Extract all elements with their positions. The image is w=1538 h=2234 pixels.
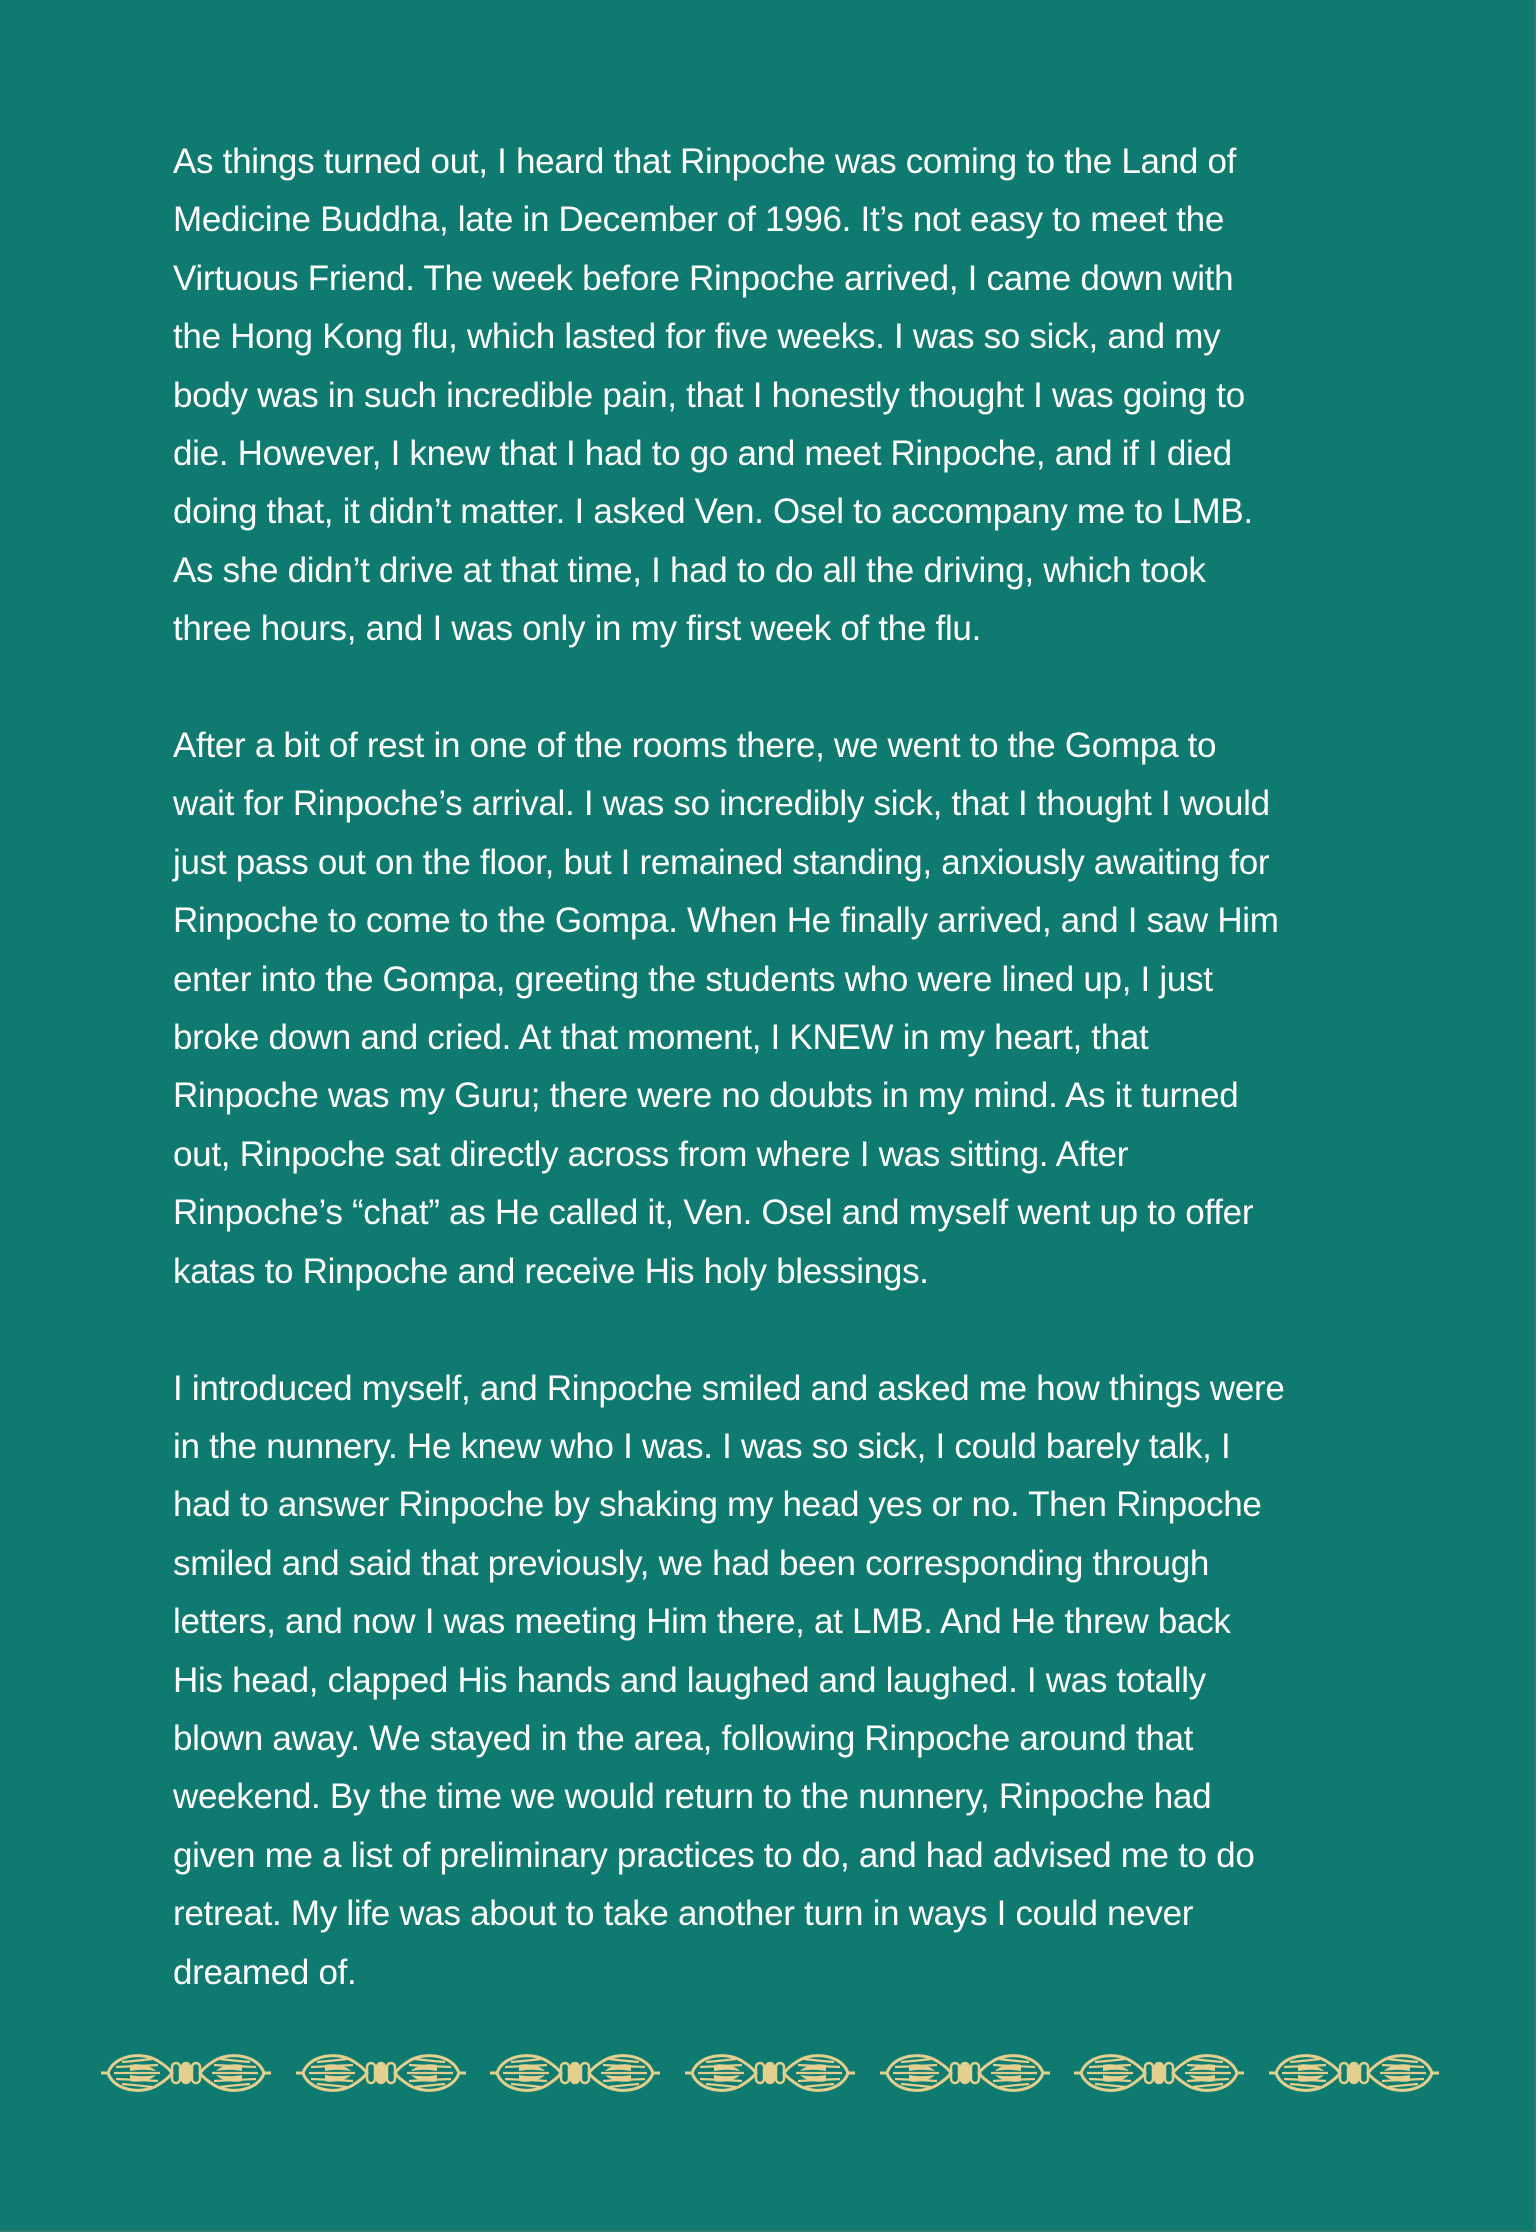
double-vajra-icon [684,2043,856,2103]
text-line: Virtuous Friend. The week before Rinpoche arrived, I came down with [173,258,1234,298]
text-line: just pass out on the floor, but I remained standing, anxiously awaiting for [173,842,1270,882]
text-line: Rinpoche’s “chat” as He called it, Ven. Osel and myself went up to offer [173,1193,1254,1233]
text-line: broke down and cried. At that moment, I KNEW in my heart, that [173,1018,1149,1058]
decorative-border [100,2038,1440,2108]
double-vajra-icon [1268,2043,1440,2103]
text-line: Rinpoche to come to the Gompa. When He finally arrived, and I saw Him [173,901,1279,941]
text-line: three hours, and I was only in my first week of the flu. [173,609,982,649]
text-line: in the nunnery. He knew who I was. I was so sick, I could barely talk, I [173,1426,1231,1466]
double-vajra-icon [879,2043,1051,2103]
text-line: His head, clapped His hands and laughed and laughed. I was totally [173,1660,1206,1700]
double-vajra-icon [1073,2043,1245,2103]
text-line: letters, and now I was meeting Him there, at LMB. And He threw back [173,1602,1231,1642]
text-line: weekend. By the time we would return to the nunnery, Rinpoche had [173,1777,1212,1817]
double-vajra-icon [295,2043,467,2103]
text-line: As she didn’t drive at that time, I had to do all the driving, which took [173,550,1206,590]
text-line: Rinpoche was my Guru; there were no doubts in my mind. As it turned [173,1076,1239,1116]
text-line: die. However, I knew that I had to go and meet Rinpoche, and if I died [173,434,1232,474]
text-line: As things turned out, I heard that Rinpoche was coming to the Land of [173,142,1237,181]
paragraph-2 [173,717,1373,1301]
text-line: the Hong Kong flu, which lasted for five weeks. I was so sick, and my [173,317,1221,357]
text-line: had to answer Rinpoche by shaking my head yes or no. Then Rinpoche [173,1485,1262,1525]
text-line: wait for Rinpoche’s arrival. I was so incredibly sick, that I thought I would [173,784,1270,824]
text-line: doing that, it didn’t matter. I asked Ven. Osel to accompany me to LMB. [173,492,1253,532]
paragraph-3 [173,1360,1373,2002]
double-vajra-icon [100,2043,272,2103]
text-line: After a bit of rest in one of the rooms there, we went to the Gompa to [173,726,1217,766]
text-line: katas to Rinpoche and receive His holy blessings. [173,1251,929,1291]
text-line: body was in such incredible pain, that I honestly thought I was going to [173,375,1245,415]
paragraph-1 [173,133,1373,659]
body-text [173,133,1373,2060]
text-line: smiled and said that previously, we had been corresponding through [173,1543,1210,1583]
text-line: out, Rinpoche sat directly across from where I was sitting. After [173,1134,1129,1174]
text-line: given me a list of preliminary practices to do, and had advised me to do [173,1835,1255,1875]
double-vajra-icon [489,2043,661,2103]
text-line: blown away. We stayed in the area, following Rinpoche around that [173,1718,1194,1758]
text-line: enter into the Gompa, greeting the students who were lined up, I just [173,959,1213,999]
text-line: Medicine Buddha, late in December of 1996. It’s not easy to meet the [173,200,1224,240]
text-line: retreat. My life was about to take another turn in ways I could never [173,1894,1194,1934]
text-line: dreamed of. [173,1952,357,1992]
text-line: I introduced myself, and Rinpoche smiled and asked me how things were [173,1368,1285,1408]
